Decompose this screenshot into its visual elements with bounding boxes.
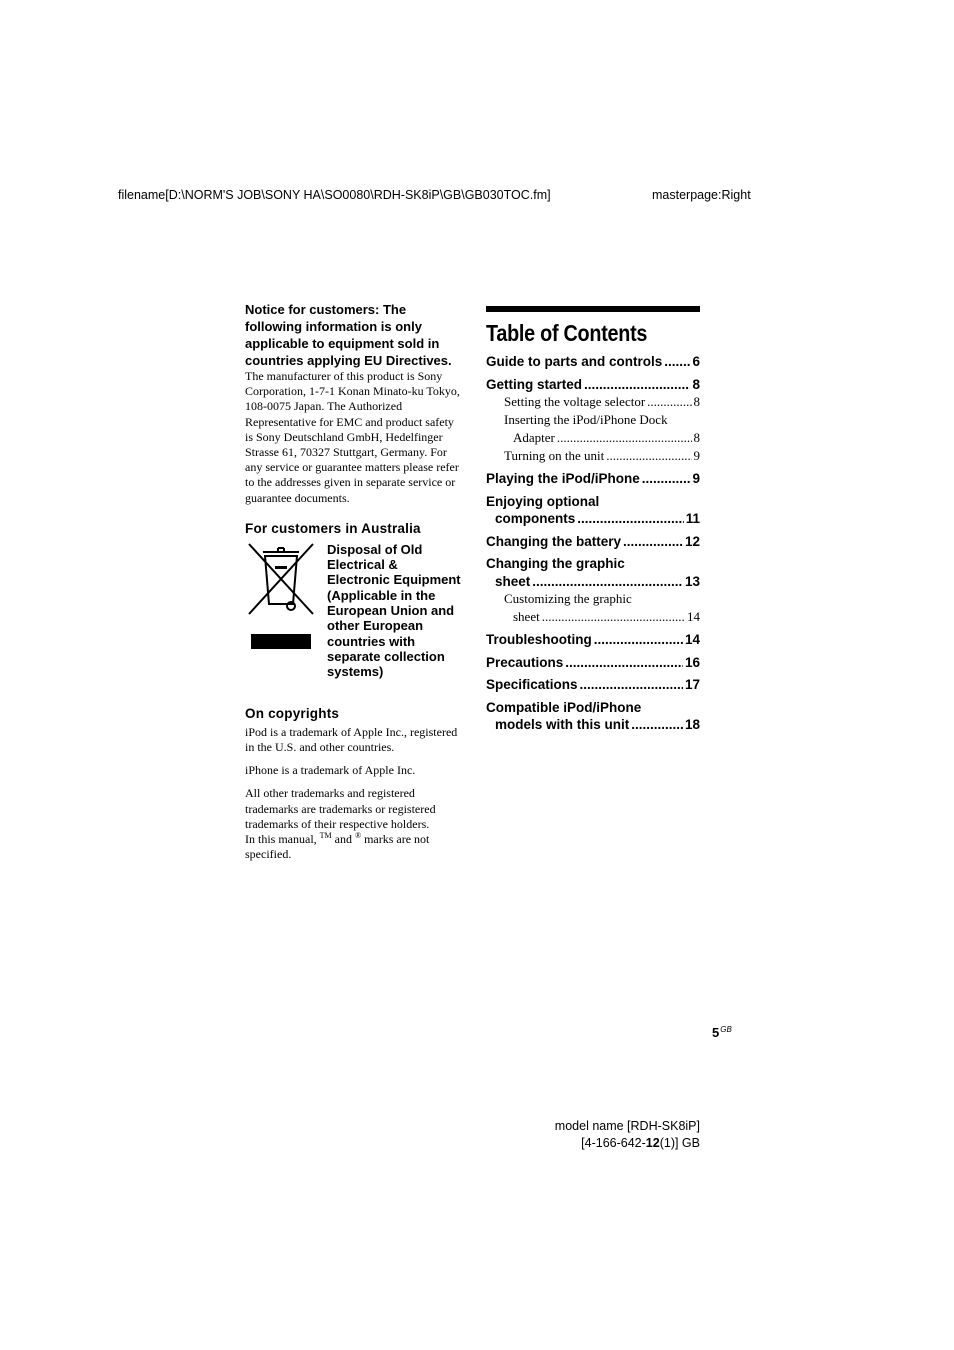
- footer: [520, 1118, 700, 1152]
- left-column: [245, 301, 460, 862]
- toc-entry-text: Enjoying optional: [486, 493, 600, 509]
- toc-entry-text: Specifications: [486, 677, 578, 692]
- toc-entry-optional-components[interactable]: [486, 493, 700, 528]
- toc-rule: [486, 306, 700, 312]
- copyright-marks-pre: In this manual,: [245, 832, 320, 847]
- toc-entry-page: 16: [684, 654, 700, 670]
- header-filename: filename[D:\NORM'S JOB\SONY HA\SO0080\RDH-SK8iP\GB\GB030TOC.fm]: [118, 188, 551, 202]
- toc-title: Table of Contents: [486, 320, 648, 346]
- weee-text: Disposal of Old Electrical & Electronic Equipment (Applicable in the European Union and other European countries with separate collection systems): [327, 541, 461, 680]
- toc-entry-playing[interactable]: [486, 470, 700, 488]
- toc-entry-guide[interactable]: [486, 353, 700, 371]
- copyright-marks-and: and: [331, 832, 355, 847]
- toc-sub-dock-adapter[interactable]: [486, 411, 700, 447]
- toc-list: [486, 353, 700, 734]
- toc-sub-turning-on[interactable]: [486, 447, 700, 465]
- toc-sub-text: Setting the voltage selector: [504, 394, 646, 409]
- notice-heading: Notice for customers: The following information is only applicable to equipment sold in countries applying EU Directives.: [245, 302, 452, 368]
- registered-symbol: ®: [354, 831, 362, 841]
- footer-code-bold: 12: [645, 1136, 660, 1150]
- toc-entry-page: 9: [692, 471, 700, 486]
- toc-entry-text: Changing the battery: [486, 533, 622, 549]
- toc-entry-text: Getting started: [486, 376, 583, 392]
- toc-entry-text: Playing the iPod/iPhone: [486, 471, 640, 486]
- copyright-other-text: All other trademarks and registered trademarks are trademarks or registered trademarks of their respective holders.: [245, 786, 436, 831]
- toc-sub-page: 9: [693, 448, 700, 463]
- toc-entry-getting-started[interactable]: [486, 376, 700, 394]
- australia-heading: For customers in Australia: [245, 520, 421, 536]
- toc-entry-troubleshooting[interactable]: [486, 631, 700, 649]
- toc-sub-page: 8: [693, 430, 700, 445]
- page-number-suffix: GB: [720, 1025, 732, 1034]
- notice-body: The manufacturer of this product is Sony Corporation, 1-7-1 Konan Minato-ku Tokyo, 108-0075 Japan. The Authorized Representative for EMC and product safety is Sony Deutschland GmbH, Hedelfinger Strasse 61, 70327 Stuttgart, Germany. For any service or guarantee matters please refer to the addresses given in separate service or guarantee documents.: [245, 369, 460, 505]
- crossed-out-wheelie-bin-icon: [245, 542, 317, 650]
- toc-entry-text: Precautions: [486, 654, 564, 670]
- copyright-ipod: iPod is a trademark of Apple Inc., registered in the U.S. and other countries.: [245, 724, 458, 755]
- toc-entry-page: 6: [692, 354, 700, 369]
- footer-code-pre: [4-166-642-: [581, 1136, 646, 1150]
- toc-entry-text-cont: models with this unit: [495, 717, 630, 732]
- toc-entry-battery[interactable]: [486, 533, 700, 551]
- copyrights-heading: On copyrights: [245, 705, 340, 721]
- toc-entry-page: 13: [684, 573, 700, 589]
- toc-sub-page: 8: [693, 394, 700, 409]
- toc-entry-text: Compatible iPod/iPhone: [486, 699, 642, 715]
- toc-entry-text: Changing the graphic: [486, 556, 625, 571]
- toc-entry-page: 11: [685, 511, 700, 526]
- toc-entry-text: Guide to parts and controls: [486, 354, 663, 369]
- copyright-marks-post: marks are not specified.: [245, 832, 430, 862]
- toc-entry-text-cont: sheet: [495, 573, 531, 589]
- toc-entry-text: Troubleshooting: [486, 632, 592, 647]
- header-masterpage: masterpage:Right: [652, 188, 751, 202]
- copyright-iphone: iPhone is a trademark of Apple Inc.: [245, 763, 416, 778]
- toc-sub-customizing[interactable]: [486, 590, 700, 626]
- toc-sub-text-cont: sheet: [513, 609, 540, 624]
- trademark-symbol: TM: [319, 831, 332, 841]
- footer-code: [520, 1135, 700, 1152]
- page-number: [712, 1025, 732, 1040]
- weee-section: [245, 542, 460, 694]
- toc-sub-text: Turning on the unit: [504, 448, 605, 463]
- toc-sub-voltage[interactable]: [486, 393, 700, 411]
- toc-entry-compatible-models[interactable]: [486, 699, 700, 734]
- footer-model: model name [RDH-SK8iP]: [554, 1119, 700, 1133]
- copyright-other: [245, 786, 460, 862]
- toc-entry-page: 12: [684, 533, 700, 549]
- footer-code-post: (1)] GB: [659, 1136, 700, 1150]
- toc-entry-page: 18: [684, 717, 700, 732]
- toc-sub-text: Inserting the iPod/iPhone Dock: [504, 412, 668, 427]
- toc-sub-text-cont: Adapter: [513, 430, 555, 445]
- toc-entry-page: 8: [692, 376, 700, 392]
- toc-sub-text: Customizing the graphic: [504, 591, 632, 606]
- toc-entry-precautions[interactable]: [486, 654, 700, 672]
- toc-entry-page: 17: [684, 677, 700, 692]
- page-number-value: 5: [712, 1025, 720, 1040]
- toc-entry-specifications[interactable]: [486, 676, 700, 694]
- toc-entry-graphic-sheet[interactable]: [486, 555, 700, 590]
- toc-entry-page: 14: [684, 632, 700, 647]
- toc-sub-page: 14: [687, 609, 700, 624]
- toc-entry-text-cont: components: [495, 511, 576, 526]
- table-of-contents: [486, 306, 700, 734]
